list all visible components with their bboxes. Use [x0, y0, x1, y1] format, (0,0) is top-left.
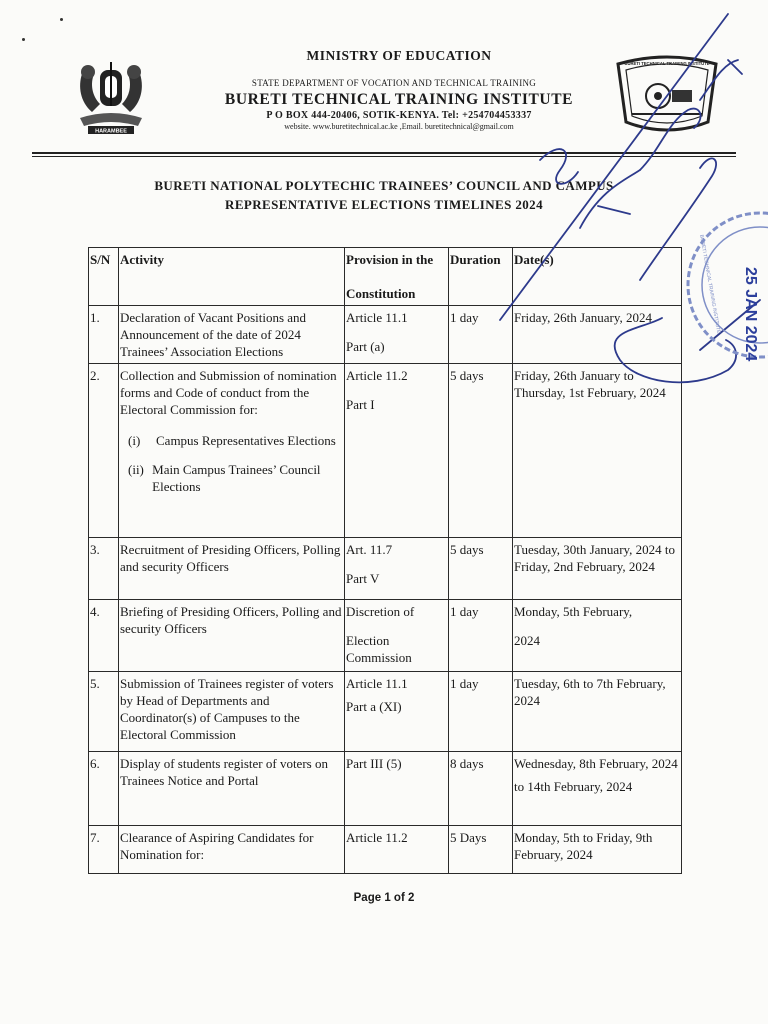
- row-duration: 1 day: [449, 600, 513, 672]
- row-dates: [513, 752, 682, 826]
- row-activity: Clearance of Aspiring Candidates for Nomination for:: [119, 826, 345, 874]
- row-dates: Tuesday, 30th January, 2024 to Friday, 2nd February, 2024: [513, 538, 682, 600]
- header-provision: [345, 248, 449, 306]
- row-dates: Friday, 26th January, 2024: [513, 306, 682, 364]
- row-sn: 3.: [89, 538, 119, 600]
- header-provision-line2: Constitution: [346, 286, 416, 301]
- row-provision: [345, 672, 449, 752]
- stamp-date: 25 JAN 2024: [742, 267, 759, 362]
- provision-article: Article 11.1: [346, 676, 408, 691]
- header-rule-thin: [32, 156, 736, 157]
- row-dates: [513, 600, 682, 672]
- list-item: [120, 432, 342, 449]
- row-dates: Monday, 5th to Friday, 9th February, 2024: [513, 826, 682, 874]
- row-duration: 5 days: [449, 364, 513, 538]
- row-sn: 4.: [89, 600, 119, 672]
- page-number: Page 1 of 2: [353, 892, 415, 904]
- website-line: website. www.buretitechnical.ac.ke ,Email. buretitechnical@gmail.com: [284, 122, 514, 131]
- speck: [22, 38, 25, 41]
- ministry-heading: MINISTRY OF EDUCATION: [306, 48, 492, 63]
- row-provision: [345, 600, 449, 672]
- row-sn: 5.: [89, 672, 119, 752]
- table-row: [89, 752, 682, 826]
- row-sn: 2.: [89, 364, 119, 538]
- provision-part: Election Commission: [346, 633, 412, 665]
- provision-part: Part a (XI): [346, 699, 402, 714]
- row-duration: 1 day: [449, 672, 513, 752]
- row-activity: Submission of Trainees register of voters by Head of Departments and Coordinator(s) of Campuses to the Electoral Commission: [119, 672, 345, 752]
- row-provision: Article 11.2: [345, 826, 449, 874]
- header-activity: Activity: [119, 248, 345, 306]
- header-provision-line1: Provision in the: [346, 252, 434, 267]
- elections-timeline-table: [88, 247, 682, 874]
- table-header-row: [89, 248, 682, 306]
- row-dates: Friday, 26th January to Thursday, 1st February, 2024: [513, 364, 682, 538]
- table-row: [89, 826, 682, 874]
- provision-article: Art. 11.7: [346, 542, 393, 557]
- header-dates: Date(s): [513, 248, 682, 306]
- dates-line2: 2024: [514, 633, 540, 648]
- row-activity: [119, 364, 345, 538]
- row-activity: Briefing of Presiding Officers, Polling and security Officers: [119, 600, 345, 672]
- row-duration: 8 days: [449, 752, 513, 826]
- stamp-text: BURETI TECHNICAL TRAINING INSTITUTE: [698, 234, 722, 335]
- row-activity-text: Collection and Submission of nomination forms and Code of conduct from the Electoral Commission for:: [120, 368, 337, 417]
- table-row: [89, 306, 682, 364]
- row-duration: 1 day: [449, 306, 513, 364]
- provision-article: Discretion of: [346, 604, 415, 619]
- institute-logo: [612, 50, 722, 134]
- crest-motto: HARAMBEE: [95, 128, 127, 135]
- list-item-text: Campus Representatives Elections: [156, 433, 336, 448]
- row-provision: [345, 538, 449, 600]
- row-duration: 5 Days: [449, 826, 513, 874]
- list-item: [120, 461, 342, 495]
- table-row: [89, 600, 682, 672]
- header-rule: [32, 152, 736, 154]
- coat-of-arms-logo: [72, 56, 150, 138]
- document-title-line2: REPRESENTATIVE ELECTIONS TIMELINES 2024: [225, 197, 543, 212]
- row-provision: [345, 364, 449, 538]
- table-row: [89, 364, 682, 538]
- list-item-text: Main Campus Trainees’ Council Elections: [152, 462, 321, 494]
- row-activity: Display of students register of voters on Trainees Notice and Portal: [119, 752, 345, 826]
- table-row: [89, 538, 682, 600]
- row-provision: [345, 306, 449, 364]
- row-duration: 5 days: [449, 538, 513, 600]
- row-dates: Tuesday, 6th to 7th February, 2024: [513, 672, 682, 752]
- provision-article: Article 11.1: [346, 310, 408, 325]
- row-sn: 1.: [89, 306, 119, 364]
- header-sn: S/N: [89, 248, 119, 306]
- document-title-line1: BURETI NATIONAL POLYTECHIC TRAINEES’ COUNCIL AND CAMPUS: [154, 178, 614, 193]
- header-duration: Duration: [449, 248, 513, 306]
- date-stamp: [680, 205, 768, 365]
- provision-part: Part I: [346, 397, 375, 412]
- list-item-number: (i): [128, 433, 141, 448]
- row-activity: Recruitment of Presiding Officers, Polling and security Officers: [119, 538, 345, 600]
- handwriting-text: Approved for execution: [0, 0, 10, 1]
- dates-line1: Wednesday, 8th February, 2024: [514, 756, 678, 771]
- institute-name: BURETI TECHNICAL TRAINING INSTITUTE: [224, 91, 574, 108]
- speck: [60, 18, 63, 21]
- row-sn: 6.: [89, 752, 119, 826]
- logo-text: BURETI TECHNICAL TRAINING INSTITUTE: [624, 61, 710, 66]
- address-line: P O BOX 444-20406, SOTIK-KENYA. Tel: +254704453337: [266, 110, 532, 121]
- list-item-number: (ii): [128, 462, 144, 477]
- dates-line2: to 14th February, 2024: [514, 779, 633, 794]
- dates-line1: Monday, 5th February,: [514, 604, 633, 619]
- provision-article: Article 11.2: [346, 368, 408, 383]
- provision-part: Part (a): [346, 339, 385, 354]
- department-heading: STATE DEPARTMENT OF VOCATION AND TECHNICAL TRAINING: [251, 78, 537, 88]
- table-row: [89, 672, 682, 752]
- provision-part: Part V: [346, 571, 380, 586]
- row-activity: Declaration of Vacant Positions and Announcement of the date of 2024 Trainees’ Association Elections: [119, 306, 345, 364]
- row-provision: Part III (5): [345, 752, 449, 826]
- row-sn: 7.: [89, 826, 119, 874]
